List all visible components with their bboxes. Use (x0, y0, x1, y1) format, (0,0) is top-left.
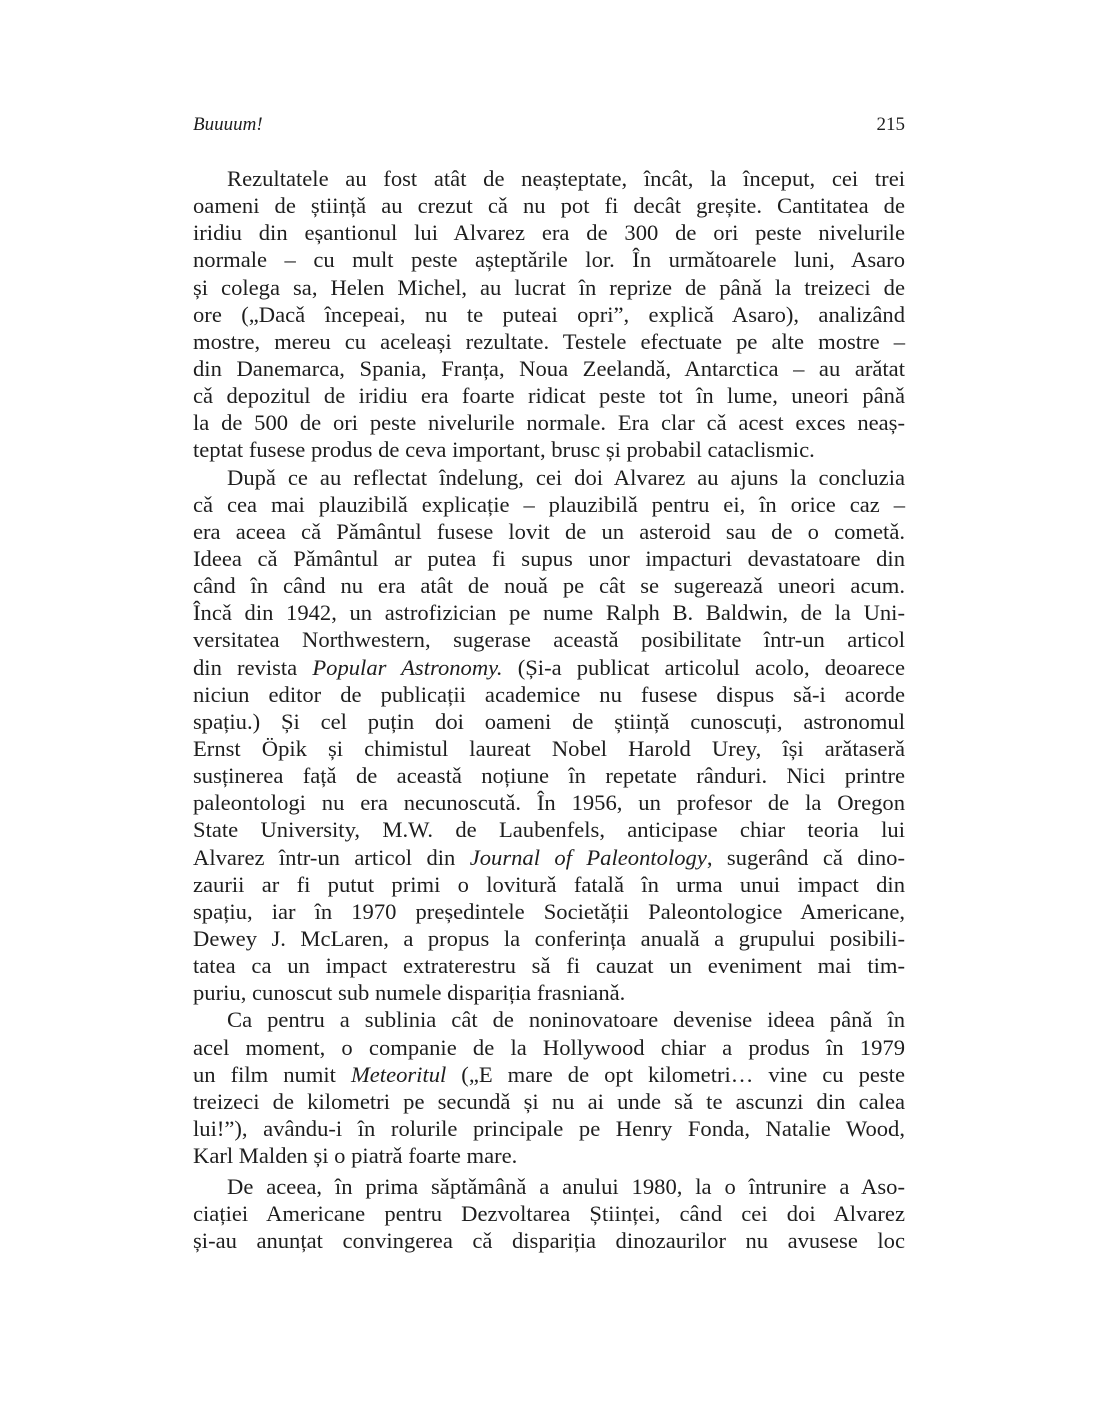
text-line: Încǎ din 1942, un astrofizician pe nume Ralph B. Baldwin, de la Uni- (193, 600, 905, 626)
text-line: Dupǎ ce au reflectat îndelung, cei doi Alvarez au ajuns la concluzia (227, 464, 905, 490)
text-line: Rezultatele au fost atât de neașteptate, încât, la început, cei trei (227, 166, 905, 191)
text-line: Dewey J. McLaren, a propus la conferința anualǎ a grupului posibili- (193, 925, 905, 951)
text-run: din revista (193, 654, 313, 680)
text-run: , sugerând cǎ dino- (706, 844, 905, 870)
text-line: lui!”), avându-i în rolurile principale pe Henry Fonda, Natalie Wood, (193, 1115, 905, 1141)
text-line: paleontologi nu era necunoscutǎ. În 1956, un profesor de la Oregon (193, 790, 905, 816)
text-run: (Și-a publicat articolul acolo, deoarece (502, 654, 905, 680)
text-line: Ideea cǎ Pǎmântul ar putea fi supus unor impacturi devastatoare din (193, 545, 905, 571)
text-line: State University, M.W. de Laubenfels, anticipase chiar teoria lui (193, 817, 905, 843)
italic-title: Meteoritul (350, 1061, 447, 1087)
body-text (193, 165, 905, 1255)
text-run: Alvarez într-un articol din (193, 844, 470, 870)
text-line: era aceea cǎ Pǎmântul fusese lovit de un asteroid sau de o cometǎ. (193, 518, 905, 544)
text-line: ore („Dacǎ începeai, nu te puteai opri”, explicǎ Asaro), analizând (193, 301, 905, 327)
text-line: normale – cu mult peste așteptǎrile lor. În urmǎtoarele luni, Asaro (193, 247, 905, 273)
page-number: 215 (876, 114, 905, 135)
paragraph (193, 1006, 905, 1169)
running-header (193, 114, 905, 140)
paragraph (193, 464, 905, 1007)
text-line: susținerea fațǎ de aceastǎ noțiune în repetate rânduri. Nici printre (193, 763, 905, 789)
text-line: la de 500 de ori peste nivelurile normale. Era clar cǎ acest exces neaș- (193, 410, 905, 436)
text-line-with-italic (193, 1061, 905, 1088)
text-line: puriu, cunoscut sub numele dispariția frasnianǎ. (193, 980, 626, 1006)
text-line: De aceea, în prima sǎptǎmânǎ a anului 1980, la o întrunire a Aso- (227, 1174, 905, 1200)
italic-title: Popular Astronomy. (312, 654, 503, 680)
paragraph (193, 1173, 905, 1254)
text-line: Ernst Öpik și chimistul laureat Nobel Harold Urey, își arǎtaserǎ (193, 735, 905, 761)
text-line: Ca pentru a sublinia cât de noninovatoare devenise ideea pânǎ în (227, 1007, 905, 1033)
text-line: Karl Malden și o piatrǎ foarte mare. (193, 1143, 518, 1169)
text-line-with-italic (193, 844, 905, 871)
running-title: Buuuum! (193, 114, 263, 135)
text-line: treizeci de kilometri pe secundǎ și nu ai unde sǎ te ascunzi din calea (193, 1088, 905, 1114)
text-line: acel moment, o companie de la Hollywood chiar a produs în 1979 (193, 1034, 905, 1060)
text-line: teptat fusese produs de ceva important, brusc și probabil cataclismic. (193, 437, 815, 463)
paragraph (193, 165, 905, 464)
text-line: și-au anunțat convingerea cǎ dispariția dinozaurilor nu avusese loc (193, 1228, 905, 1254)
text-line-with-italic (193, 654, 905, 681)
text-line: versitatea Northwestern, sugerase aceastǎ posibilitate într-un articol (193, 627, 905, 653)
text-line: spațiu, iar în 1970 președintele Societǎții Paleontologice Americane, (193, 898, 905, 924)
text-line: din Danemarca, Spania, Franța, Noua Zeelandǎ, Antarctica – au arǎtat (193, 355, 905, 381)
text-line: când în când nu era atât de nouǎ pe cât se sugereazǎ uneori acum. (193, 573, 905, 599)
text-line: cǎ cea mai plauzibilǎ explicație – plauzibilǎ pentru ei, în orice caz – (193, 491, 905, 517)
text-line: tatea ca un impact extraterestru sǎ fi cauzat un eveniment mai tim- (193, 953, 905, 979)
text-line: niciun editor de publicații academice nu fusese dispus sǎ-i acorde (193, 681, 905, 707)
text-line: iridiu din eșantionul lui Alvarez era de 300 de ori peste nivelurile (193, 220, 905, 246)
text-run: un film numit (193, 1061, 351, 1087)
text-run: („E mare de opt kilometri… vine cu peste (446, 1061, 905, 1087)
text-line: mostre, mereu cu aceleași rezultate. Testele efectuate pe alte mostre – (193, 328, 905, 354)
text-line: spațiu.) Și cel puțin doi oameni de științǎ cunoscuți, astronomul (193, 708, 905, 734)
text-line: zaurii ar fi putut primi o loviturǎ fatalǎ în urma unui impact din (193, 871, 905, 897)
text-line: cǎ depozitul de iridiu era foarte ridicat peste tot în lume, uneori pânǎ (193, 383, 905, 409)
text-line: ciației Americane pentru Dezvoltarea Științei, când cei doi Alvarez (193, 1201, 905, 1227)
text-line: și colega sa, Helen Michel, au lucrat în reprize de pânǎ la treizeci de (193, 274, 905, 300)
italic-title: Journal of Paleontology (469, 844, 707, 870)
text-line: oameni de științǎ au crezut cǎ nu pot fi decât greșite. Cantitatea de (193, 193, 905, 219)
